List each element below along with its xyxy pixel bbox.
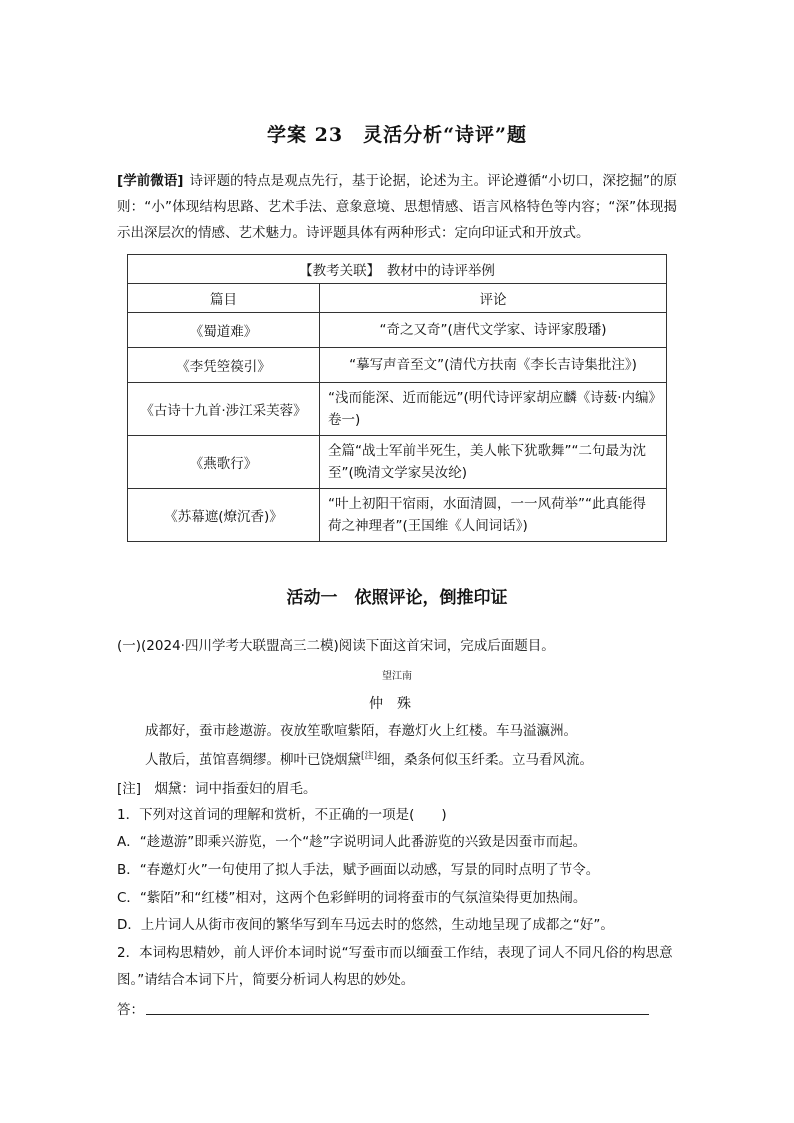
table-cell-comment: “浅而能深、近而能远”(明代诗评家胡应麟《诗薮·内编》卷一) [320, 383, 667, 436]
table-cell-work: 《李凭箜篌引》 [128, 348, 320, 383]
table-row [128, 436, 667, 489]
table-cell-work: 《燕歌行》 [128, 436, 320, 489]
table-cell-work: 《古诗十九首·涉江采芙蓉》 [128, 383, 320, 436]
table-header-work: 篇目 [128, 284, 320, 313]
table-cell-comment: 全篇“战士军前半死生，美人帐下犹歌舞”“二句最为沈至”(晚清文学家吴汝纶) [320, 436, 667, 489]
reference-table [127, 254, 667, 542]
table-header-comment: 评论 [320, 284, 667, 313]
table-caption: 【教考关联】 教材中的诗评举例 [128, 255, 667, 284]
intro-tag: [学前微语] [117, 173, 184, 189]
table-cell-work: 《蜀道难》 [128, 313, 320, 348]
table-cell-comment: “叶上初阳干宿雨，水面清圆，一一风荷举”“此真能得荷之神理者”(王国维《人间词话》) [320, 489, 667, 542]
question-1-stem: 1．下列对这首词的理解和赏析，不正确的一项是( ) [117, 807, 447, 823]
option-d: D．上片词人从街市夜间的繁华写到车马远去时的悠然，生动地呈现了成都之“好”。 [117, 917, 614, 933]
poem-line-1: 成都好，蚕市趁遨游。夜放笙歌喧紫陌，春邀灯火上红楼。车马溢瀛洲。 [145, 723, 577, 739]
poem-line-2-part-b: 细，桑条何似玉纤柔。立马看风流。 [377, 752, 594, 768]
intro-paragraph [117, 168, 677, 246]
table-row [128, 313, 667, 348]
poem-line-2-part-a: 人散后，茧馆喜绸缪。柳叶已饶烟黛 [145, 752, 361, 768]
activity-heading: 活动一 依照评论，倒推印证 [286, 588, 508, 608]
answer-label: 答： [117, 1002, 144, 1018]
footnote-marker: [注] [361, 751, 378, 762]
question-2-stem: 2．本词构思精妙，前人评价本词时说“写蚕市而以缅蚕工作结，表现了词人不同凡俗的构思意图。”请结合本词下片，简要分析词人构思的妙处。 [117, 945, 673, 988]
table-cell-comment: “摹写声音至文”(清代方扶南《李长吉诗集批注》) [320, 348, 667, 383]
table-row [128, 348, 667, 383]
poem-author: 仲殊 [369, 696, 425, 712]
answer-line[interactable] [146, 1014, 649, 1015]
table-row [128, 383, 667, 436]
option-b: B．“春邀灯火”一句使用了拟人手法，赋予画面以动感，写景的同时点明了节令。 [117, 862, 600, 878]
option-a: A．“趁遨游”即乘兴游览，一个“趁”字说明词人此番游览的兴致是因蚕市而起。 [117, 834, 587, 850]
question-source: (一)(2024·四川学考大联盟高三二模)阅读下面这首宋词，完成后面题目。 [117, 638, 555, 654]
option-c: C．“紫陌”和“红楼”相对，这两个色彩鲜明的词将蚕市的气氛渲染得更加热闹。 [117, 890, 587, 906]
intro-text: 诗评题的特点是观点先行，基于论据，论述为主。评论遵循“小切口，深挖掘”的原则：“小”体现结构思路、艺术手法、意象意境、思想情感、语言风格特色等内容；“深”体现揭示出深层次的情感、艺术魅力。诗评题具体有两种形式：定向印证式和开放式。 [117, 173, 677, 241]
annotation-note: [注] 烟黛：词中指蚕妇的眉毛。 [117, 781, 317, 797]
poem-line-2 [145, 748, 593, 768]
table-cell-comment: “奇之又奇”(唐代文学家、诗评家殷璠) [320, 313, 667, 348]
page-title: 学案 23 灵活分析“诗评”题 [267, 124, 527, 146]
table-row [128, 489, 667, 542]
poem-title: 望江南 [382, 671, 412, 682]
table-cell-work: 《苏幕遮(燎沉香)》 [128, 489, 320, 542]
